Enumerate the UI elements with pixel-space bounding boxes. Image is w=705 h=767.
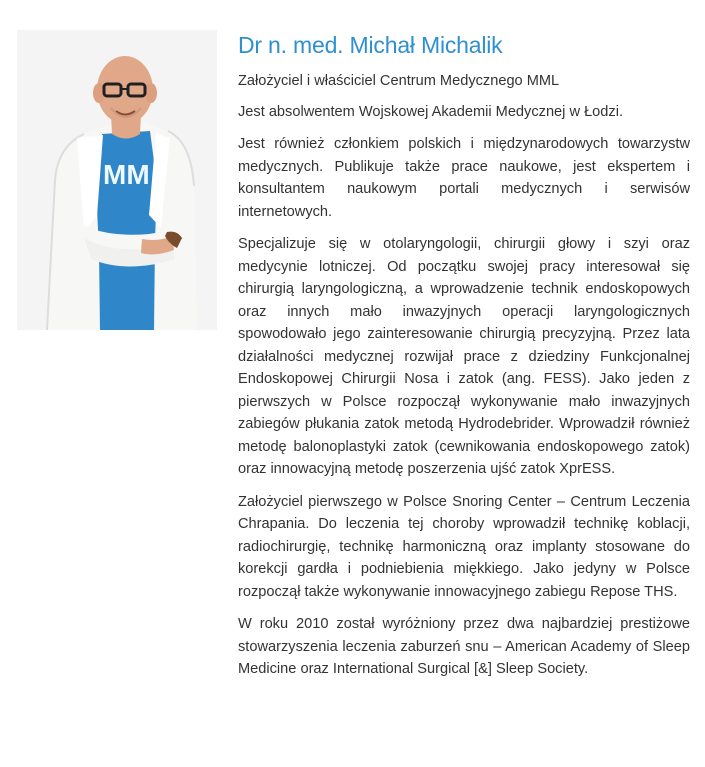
bio-paragraph: Jest również członkiem polskich i międzynarodowych towarzystw medycznych. Publikuje także prace naukowe, jest ekspertem i konsultantem naukowym portali medycznych i serwisów internetowych. (238, 136, 690, 220)
svg-text:MM: MM (103, 159, 150, 190)
doctor-portrait (17, 30, 217, 330)
bio-paragraph: Założyciel pierwszego w Polsce Snoring Center – Centrum Leczenia Chrapania. Do leczenia tej choroby wprowadził technikę koblacji, radiochirurgię, technikę harmoniczną oraz implanty stosowane do korekcji gardła i podniebienia miękkiego. Jako jedyny w Polsce rozpoczął także wykonywanie innowacyjnego zabiegu Repose THS. (238, 493, 690, 600)
bio-paragraph: Jest absolwentem Wojskowej Akademii Medycznej w Łodzi. (238, 103, 624, 120)
bio-paragraph: W roku 2010 został wyróżniony przez dwa najbardziej prestiżowe stowarzyszenia leczenia zaburzeń snu – American Academy of Sleep Medicine oraz International Surgical [&] Sleep Society. (238, 616, 690, 677)
doctor-profile (238, 30, 690, 690)
page-title: Dr n. med. Michał Michalik (238, 32, 503, 58)
profile-subtitle: Założyciel i właściciel Centrum Medycznego MML (238, 73, 560, 89)
bio-paragraph: Specjalizuje się w otolaryngologii, chirurgii głowy i szyi oraz medycynie lotniczej. Od początku swojej pracy interesował się chirurgią laryngologiczną, a wprowadzenie technik endoskopowych oraz innych mało inwazyjnych operacji laryngologicznych spowodowało jego zainteresowanie chirurgią precyzyjną. Przez lata działalności medycznej rozwijał prace z dziedziny Funkcjonalnej Endoskopowej Chirurgii Nosa i zatok (ang. FESS). Jako jeden z pierwszych w Polsce rozpoczął wykonywanie mało inwazyjnych zabiegów płukania zatok metodą Hydrodebrider. Wprowadził również metodę balonoplastyki zatok (cewnikowania endoskopowego zatok) oraz innowacyjną metodę poszerzenia ujść zatok XprESS. (238, 236, 690, 477)
profile-photo (17, 30, 217, 330)
